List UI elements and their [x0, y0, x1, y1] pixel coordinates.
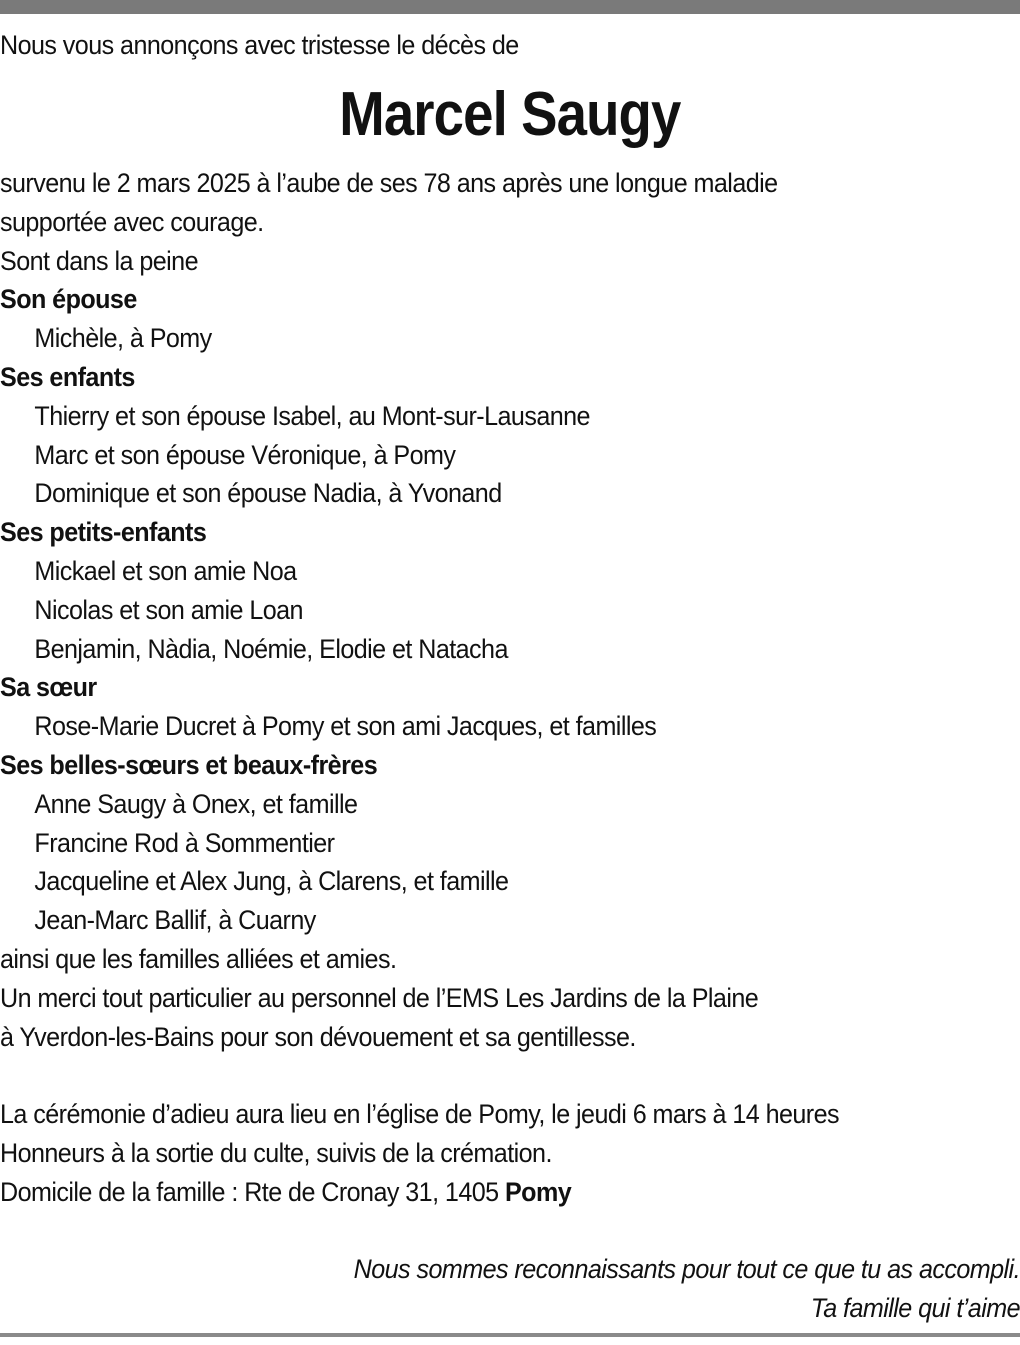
family-heading-children: Ses enfants	[0, 361, 135, 392]
mourners-intro: Sont dans la peine	[0, 245, 198, 276]
family-member: Michèle, à Pomy	[34, 323, 212, 354]
death-details-line-1: survenu le 2 mars 2025 à l’aube de ses 78 ans après une longue maladie	[0, 168, 778, 198]
thanks-line-2: à Yverdon-les-Bains pour son dévouement et sa gentillesse.	[0, 1021, 636, 1052]
intro-text: Nous vous annonçons avec tristesse le décès de	[0, 30, 519, 60]
family-member: Thierry et son épouse Isabel, au Mont-sur-Lausanne	[34, 400, 590, 431]
family-heading-in-laws: Ses belles-sœurs et beaux-frères	[0, 749, 378, 780]
obituary-body	[0, 26, 1020, 1212]
address-prefix: Domicile de la famille : Rte de Cronay 31, 1405	[0, 1176, 505, 1207]
family-member: Rose-Marie Ducret à Pomy et son ami Jacques, et familles	[34, 711, 657, 742]
ceremony-line: La cérémonie d’adieu aura lieu en l’église de Pomy, le jeudi 6 mars à 14 heures	[0, 1099, 840, 1130]
paragraph-gap	[0, 1056, 1020, 1095]
bottom-rule	[0, 1333, 1020, 1337]
signature-block	[0, 1250, 1020, 1328]
deceased-name	[0, 80, 1020, 149]
family-member: Jacqueline et Alex Jung, à Clarens, et famille	[34, 866, 509, 897]
family-member: Marc et son épouse Véronique, à Pomy	[34, 439, 456, 470]
family-member: Dominique et son épouse Nadia, à Yvonand	[34, 478, 502, 509]
top-rule	[0, 0, 1020, 14]
family-member: Francine Rod à Sommentier	[34, 827, 335, 858]
family-member: Benjamin, Nàdia, Noémie, Elodie et Natacha	[34, 633, 508, 664]
family-heading-spouse: Son épouse	[0, 284, 137, 315]
family-address	[0, 1173, 949, 1212]
honors-line: Honneurs à la sortie du culte, suivis de la crémation.	[0, 1137, 552, 1168]
family-heading-sister: Sa sœur	[0, 672, 97, 703]
family-heading-grandchildren: Ses petits-enfants	[0, 517, 207, 548]
family-member: Mickael et son amie Noa	[34, 555, 297, 586]
deceased-name-text: Marcel Saugy	[339, 80, 681, 149]
thanks-line-1: Un merci tout particulier au personnel de l’EMS Les Jardins de la Plaine	[0, 982, 759, 1013]
address-town: Pomy	[504, 1176, 572, 1207]
family-member: Nicolas et son amie Loan	[34, 594, 303, 625]
allied-families: ainsi que les familles alliées et amies.	[0, 943, 397, 974]
signature-line-2: Ta famille qui t’aime	[810, 1292, 1020, 1323]
signature-line-1: Nous sommes reconnaissants pour tout ce que tu as accompli.	[353, 1254, 1020, 1284]
family-member: Jean-Marc Ballif, à Cuarny	[34, 905, 316, 936]
death-details-line-2: supportée avec courage.	[0, 206, 264, 237]
family-member: Anne Saugy à Onex, et famille	[34, 788, 358, 819]
